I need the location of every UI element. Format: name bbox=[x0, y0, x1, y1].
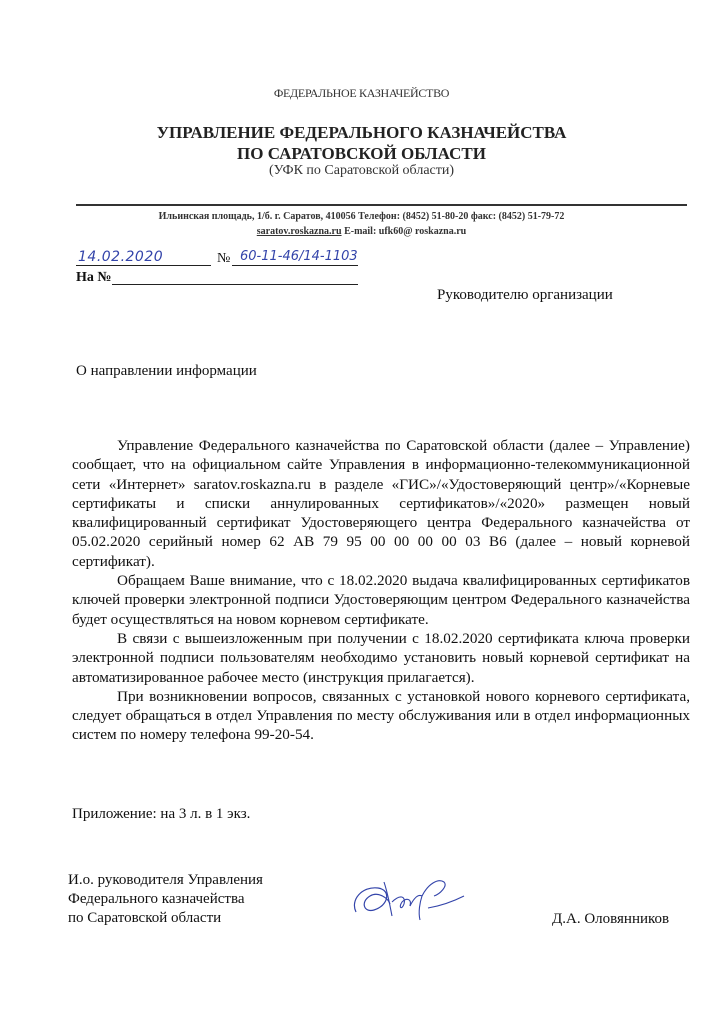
department-abbreviation: (УФК по Саратовской области) bbox=[268, 163, 455, 178]
body-paragraph: Обращаем Ваше внимание, что с 18.02.2020 выдача квалифицированных сертификатов ключей проверки электронной подписи Удостоверяющим центром Федерального казначейства будет осуществляться на новом корневом сертификате. bbox=[72, 572, 690, 628]
reference-underline bbox=[112, 284, 358, 285]
website-link: saratov.roskazna.ru bbox=[256, 226, 342, 237]
address-block bbox=[0, 209, 723, 239]
agency-name: ФЕДЕРАЛЬНОЕ КАЗНАЧЕЙСТВО bbox=[273, 86, 450, 100]
letterhead-divider bbox=[76, 204, 687, 206]
body-paragraph: При возникновении вопросов, связанных с установкой нового корневого сертификата, следует обращаться в отдел Управления по месту обслуживания или в отдел информационных систем по номеру телефона 99-20-54. bbox=[72, 687, 690, 744]
handwritten-signature bbox=[348, 872, 468, 933]
contact-line bbox=[0, 224, 723, 239]
department-title bbox=[0, 122, 723, 164]
reference-label: На № bbox=[76, 270, 112, 285]
recipient: Руководителю организации bbox=[437, 287, 613, 303]
registration-number: 60-11-46/14-1103 bbox=[240, 249, 358, 264]
date-underline bbox=[76, 265, 211, 266]
number-underline bbox=[232, 265, 358, 266]
letter-subject: О направлении информации bbox=[76, 363, 257, 379]
email-text: E-mail: ufk60@ roskazna.ru bbox=[341, 226, 467, 237]
signature-graphic bbox=[348, 872, 468, 928]
department-title-line1: УПРАВЛЕНИЕ ФЕДЕРАЛЬНОГО КАЗНАЧЕЙСТВА bbox=[156, 123, 567, 142]
signatory-position-line2: Федерального казначейства bbox=[68, 891, 245, 907]
signatory-position-line1: И.о. руководителя Управления bbox=[68, 872, 263, 888]
body-paragraph: Управление Федерального казначейства по Саратовской области (далее – Управление) сообщает, что на официальном сайте Управления в информационно-телекоммуникационной сети «Интернет» saratov.roskazna.ru в разделе «ГИС»/«Удостоверяющий центр»/«Корневые сертификаты и списки аннулированных сертификатов»/«2020» размещен новый квалифицированный сертификат Удостоверяющего центра Федерального казначейства от 05.02.2020 серийный номер 62 AB 79 95 00 00 00 00 03 B6 (далее – новый корневой сертификат). bbox=[72, 437, 690, 570]
department-title-line2: ПО САРАТОВСКОЙ ОБЛАСТИ bbox=[237, 144, 486, 163]
registration-date: 14.02.2020 bbox=[78, 249, 164, 265]
signatory-name: Д.А. Оловянников bbox=[552, 911, 670, 927]
signatory-position-line3: по Саратовской области bbox=[68, 910, 222, 926]
signatory-position bbox=[68, 871, 263, 928]
body-paragraph: В связи с вышеизложенным при получении с 18.02.2020 сертификата ключа проверки электронной подписи пользователям необходимо установить новый корневой сертификат на автоматизированное рабочее место (инструкция прилагается). bbox=[72, 629, 690, 686]
address-line: Ильинская площадь, 1/б. г. Саратов, 410056 Телефон: (8452) 51-80-20 факс: (8452) 51-79-72 bbox=[158, 211, 565, 222]
number-label: № bbox=[217, 251, 231, 266]
appendix-note: Приложение: на 3 л. в 1 экз. bbox=[72, 806, 251, 822]
letter-body bbox=[72, 436, 690, 745]
